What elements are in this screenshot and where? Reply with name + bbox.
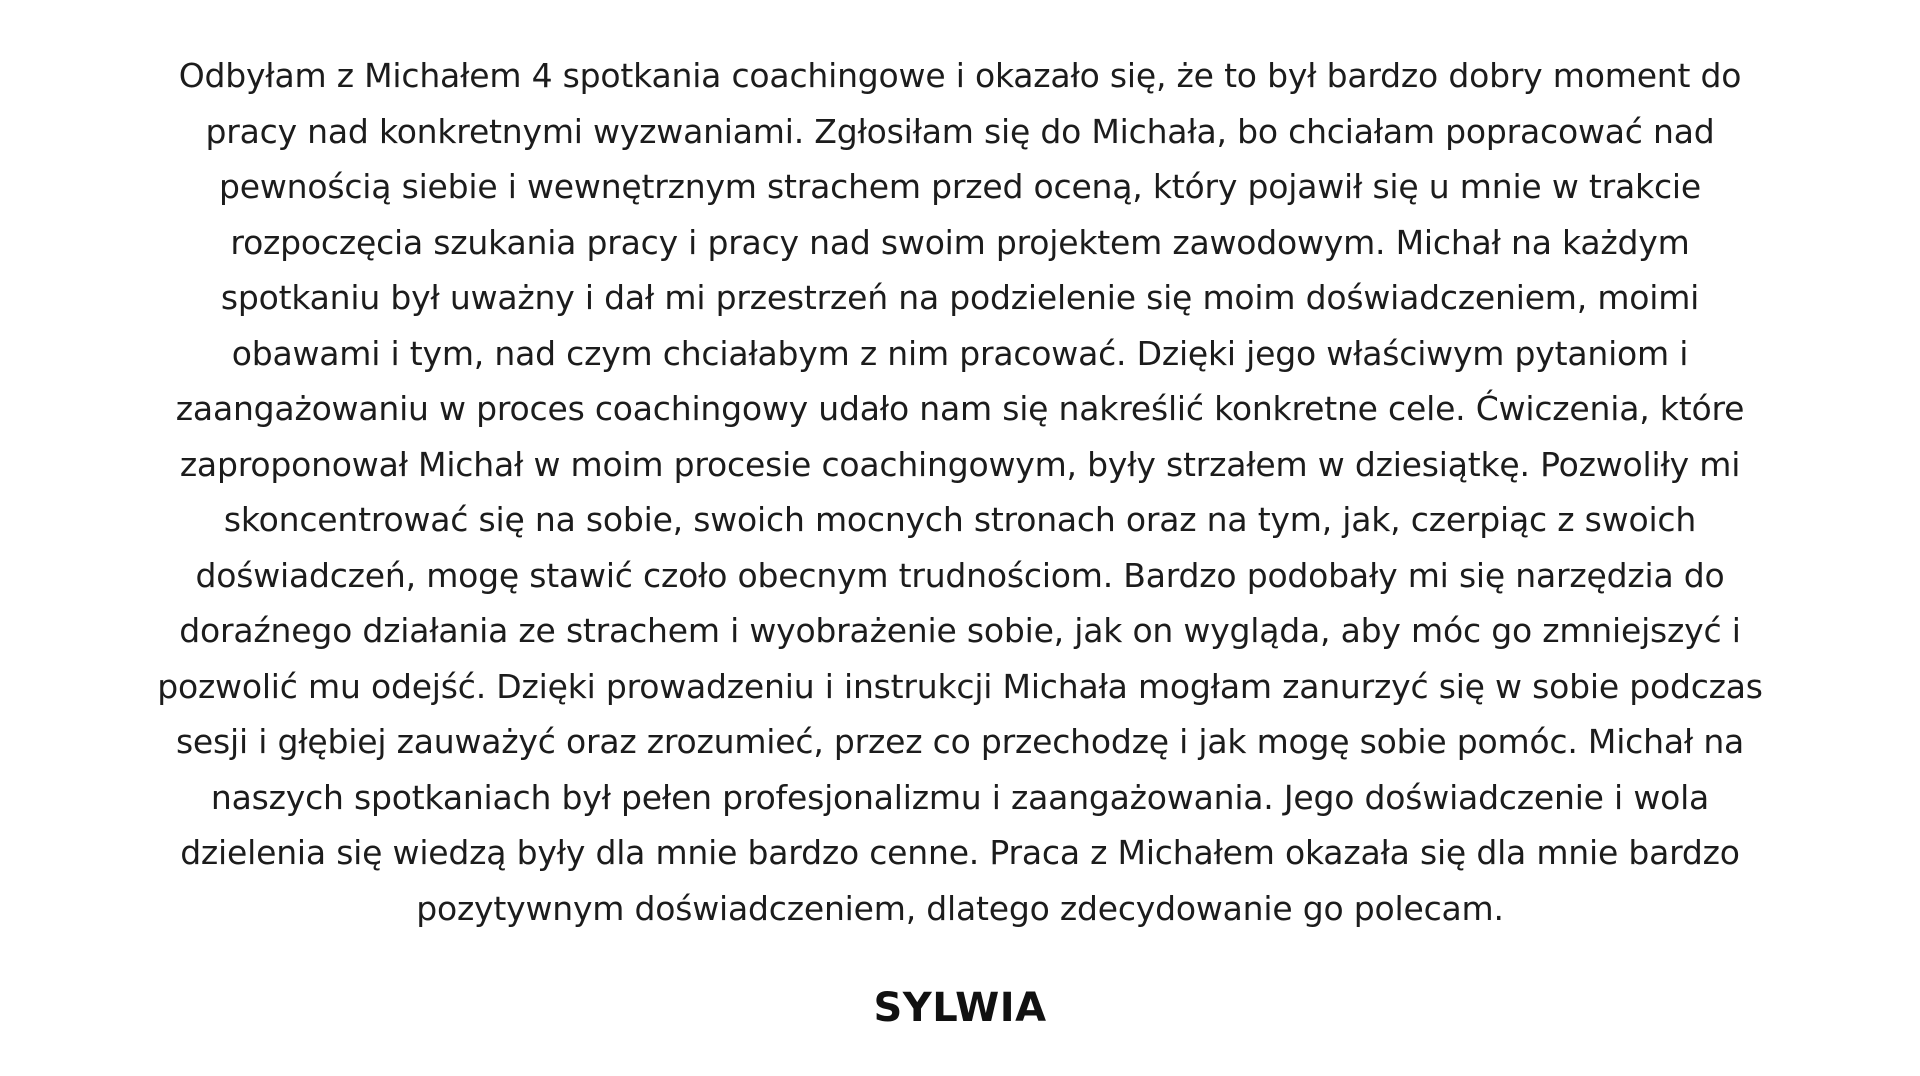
testimonial-line: rozpoczęcia szukania pracy i pracy nad swoim projektem zawodowym. Michał na każdym: [230, 222, 1690, 262]
testimonial-author: SYLWIA: [873, 985, 1047, 1031]
testimonial-line: naszych spotkaniach był pełen profesjonalizmu i zaangażowania. Jego doświadczenie i wola: [210, 777, 1710, 817]
testimonial-line: dzielenia się wiedzą były dla mnie bardzo cenne. Praca z Michałem okazała się dla mnie bardzo: [180, 833, 1740, 872]
testimonial-line: spotkaniu był uważny i dał mi przestrzeń na podzielenie się moim doświadczeniem, moimi: [220, 278, 1700, 317]
testimonial-line: doświadczeń, mogę stawić czoło obecnym trudnościom. Bardzo podobały mi się narzędzia do: [195, 555, 1725, 595]
testimonial-line: skoncentrować się na sobie, swoich mocnych stronach oraz na tym, jak, czerpiąc z swoich: [223, 500, 1697, 539]
testimonial-line: pracy nad konkretnymi wyzwaniami. Zgłosiłam się do Michała, bo chciałam popracować nad: [205, 111, 1715, 151]
testimonial-line: pewnością siebie i wewnętrznym strachem przed oceną, który pojawił się u mnie w trakcie: [219, 167, 1701, 206]
testimonial-line: doraźnego działania ze strachem i wyobrażenie sobie, jak on wygląda, aby móc go zmniejszyć i: [179, 611, 1741, 650]
testimonial-line: sesji i głębiej zauważyć oraz zrozumieć, przez co przechodzę i jak mogę sobie pomóc. Michał na: [175, 722, 1745, 761]
testimonial-line: obawami i tym, nad czym chciałabym z nim pracować. Dzięki jego właściwym pytaniom i: [231, 333, 1689, 373]
testimonial-line: Odbyłam z Michałem 4 spotkania coachingowe i okazało się, że to był bardzo dobry moment do: [178, 56, 1742, 95]
testimonial-text: [120, 48, 1800, 936]
testimonial-line: zaangażowaniu w proces coachingowy udało nam się nakreślić konkretne cele. Ćwiczenia, które: [175, 389, 1745, 428]
testimonial-line: pozwolić mu odejść. Dzięki prowadzeniu i instrukcji Michała mogłam zanurzyć się w sobie podczas: [157, 666, 1763, 706]
testimonial-line: zaproponował Michał w moim procesie coachingowym, były strzałem w dziesiątkę. Pozwoliły mi: [179, 444, 1741, 484]
testimonial-line: pozytywnym doświadczeniem, dlatego zdecydowanie go polecam.: [416, 888, 1504, 928]
